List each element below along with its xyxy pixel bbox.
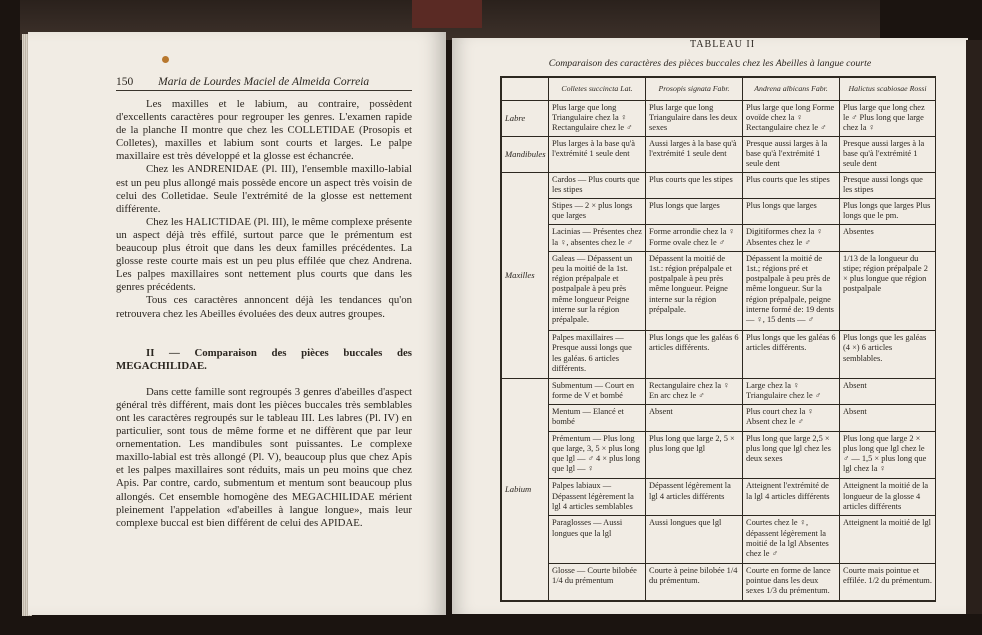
- comparison-table: [500, 76, 936, 602]
- column-header: Prosopis signata Fabr.: [646, 78, 743, 101]
- table-cell: Aussi larges à la base qu'à l'extrémité 1 seule dent: [646, 136, 743, 172]
- table-cell: Absentes: [840, 225, 936, 251]
- table-cell: Courte mais pointue et effilée. 1/2 du prémentum.: [840, 563, 936, 600]
- table-cell: Plus large que long Triangulaire chez la ♀ Rectangulaire chez le ♂: [549, 101, 646, 137]
- table-cell: Dépassent la moitié de 1st.; régions pré et postpalpale à peu près de même longueur. Sur la région prépalpale, peigne interne formé de: 19 dents — ♀, 15 dents — ♂: [743, 251, 840, 330]
- table-cell: Atteignent la moitié de la longueur de la glosse 4 articles différents: [840, 479, 936, 516]
- table-cell: Plus long que large 2, 5 × plus long que lgl: [646, 431, 743, 479]
- table-cell: Atteignent la moitié de lgl: [840, 516, 936, 564]
- column-header: Andrena albicans Fabr.: [743, 78, 840, 101]
- paragraph: Chez les ANDRENIDAE (Pl. III), l'ensemble maxillo-labial est un peu plus allongé mais possède encore un aspect très voisin de celui des Colletidae. Seule l'extrémité de la glosse est nettement différente.: [116, 163, 412, 215]
- table-cell: Submentum — Court en forme de V et bombé: [549, 378, 646, 404]
- table-cell: Palpes maxillaires — Presque aussi longs que les galéas. 6 articles différents.: [549, 331, 646, 379]
- row-label-mandibules: Mandibules: [502, 136, 549, 172]
- table-cell: Absent: [646, 405, 743, 431]
- section-title: II — Comparaison des pièces buccales des MEGACHILIDAE.: [116, 346, 412, 372]
- table-cell: Presque aussi larges à la base qu'à l'extrémité 1 seule dent: [743, 136, 840, 172]
- table-cell: Plus longs que larges: [646, 199, 743, 225]
- table-cell: Rectangulaire chez la ♀ En arc chez le ♂: [646, 378, 743, 404]
- table-cell: Plus courts que les stipes: [743, 172, 840, 198]
- table-cell: Plus long que large 2,5 × plus long que lgl chez les deux sexes: [743, 431, 840, 479]
- table-cell: Galeas — Dépassent un peu la moitié de la 1st. région prépalpale et postpalpale à peu près même longueur Peigne interne sur la région prépalpale.: [549, 251, 646, 330]
- table-cell: Plus larges à la base qu'à l'extrémité 1 seule dent: [549, 136, 646, 172]
- page-number: 150: [116, 76, 134, 88]
- paragraph: Tous ces caractères annoncent déjà les tendances qu'on retrouvera chez les Abeilles évoluées des deux autres groupes.: [116, 294, 412, 320]
- table-cell: Presque aussi larges à la base qu'à l'extrémité 1 seule dent: [840, 136, 936, 172]
- table-cell: Plus court chez la ♀ Absent chez le ♂: [743, 405, 840, 431]
- table-cell: Mentum — Elancé et bombé: [549, 405, 646, 431]
- table-cell: Dépassent la moitié de 1st.: région prépalpale et postpalpale à peu près même longueur. Peigne interne sur la région prépalpale.: [646, 251, 743, 330]
- table-caption: Comparaison des caractères des pièces buccales chez les Abeilles à langue courte: [548, 58, 872, 69]
- table-cell: Plus large que long chez le ♂ Plus long que large chez la ♀: [840, 101, 936, 137]
- table-cell: Courtes chez le ♀, dépassent légèrement la moitié de la lgl Absentes chez le ♂: [743, 516, 840, 564]
- table-cell: Plus large que long Forme ovoïde chez la ♀ Rectangulaire chez le ♂: [743, 101, 840, 137]
- book-spine-band: [412, 0, 482, 28]
- table-cell: Cardos — Plus courts que les stipes: [549, 172, 646, 198]
- paragraph: Les maxilles et le labium, au contraire, possèdent d'excellents caractères pour regrouper les genres. L'examen rapide de la planche II montre que chez les COLLETIDAE (Prosopis et Colletes), maxilles et labium sont courts et larges. Le palpe maxillaire est très développé et la glosse est échancrée.: [116, 98, 412, 163]
- paragraph: Chez les HALICTIDAE (Pl. III), le même complexe présente un aspect déjà très effilé, surtout parce que le prémentum est beaucoup plus étroit que dans les deux familles précédentes. La glosse reste courte mais est un peu plus effilée que chez Andrena. Les palpes maxillaires sont nettement plus courts que dans les genres précédents.: [116, 215, 412, 294]
- row-label-maxilles: Maxilles: [502, 172, 549, 378]
- table-cell: Absent: [840, 378, 936, 404]
- table-cell: Palpes labiaux — Dépassent légèrement la lgl 4 articles semblables: [549, 479, 646, 516]
- table-cell: Courte à peine bilobée 1/4 du prémentum.: [646, 563, 743, 600]
- table-cell: Plus longs que larges Plus longs que le pm.: [840, 199, 936, 225]
- table-cell: Aussi longues que lgl: [646, 516, 743, 564]
- corner-cell: [502, 78, 549, 101]
- running-head-author: Maria de Lourdes Maciel de Almeida Correia: [158, 76, 370, 88]
- table-cell: Glosse — Courte bilobée 1/4 du prémentum: [549, 563, 646, 600]
- row-label-labium: Labium: [502, 378, 549, 600]
- table-cell: Plus longs que les galéas 6 articles différents.: [743, 331, 840, 379]
- book-cover-edge: [966, 40, 982, 614]
- column-header: Halictus scabiosae Rossi: [840, 78, 936, 101]
- table-cell: Lacinias — Présentes chez la ♀, absentes chez le ♂: [549, 225, 646, 251]
- table-cell: Plus courts que les stipes: [646, 172, 743, 198]
- table-cell: Courte en forme de lance pointue dans les deux sexes 1/3 du prémentum.: [743, 563, 840, 600]
- row-label-labre: Labre: [502, 101, 549, 137]
- table-cell: Paraglosses — Aussi longues que la lgl: [549, 516, 646, 564]
- column-header: Colletes succincta Lat.: [549, 78, 646, 101]
- running-header: [116, 76, 412, 91]
- table-cell: Plus large que long Triangulaire dans les deux sexes: [646, 101, 743, 137]
- paragraph: Dans cette famille sont regroupés 3 genres d'abeilles d'aspect général très différent, mais dont les pièces buccales très semblables ont les caractères regroupés sur le tableau III. Les labres (Pl. IV) en particulier, sont tous de même forme et ne diffèrent que par leur ornementation. Les mandibules sont puissantes. Le complexe maxillo-labial est très allongé (Pl. V), beaucoup plus que chez Apis et les palpes maxillaires sont réduits, mais un peu moins que chez Apis. Par contre, cardo, submentum et mentum sont beaucoup plus allongés. Cet ensemble homogène des MEGACHILIDAE mérient pleinement l'appelation «d'abeilles à langue longue», mais leur complexe buccal est bien différent de celui des APIDAE.: [116, 385, 412, 529]
- left-page-text: [116, 98, 412, 530]
- table-cell: Prémentum — Plus long que large, 3, 5 × plus long que lgl — ♂ 4 × plus long que lgl — ♀: [549, 431, 646, 479]
- table-cell: 1/13 de la longueur du stipe; région prépalpale 2 × plus longue que région postpalpale: [840, 251, 936, 330]
- table-cell: Plus longs que les galéas 6 articles différents.: [646, 331, 743, 379]
- table-cell: Presque aussi longs que les stipes: [840, 172, 936, 198]
- table-cell: Large chez la ♀ Triangulaire chez le ♂: [743, 378, 840, 404]
- table-cell: Plus longs que larges: [743, 199, 840, 225]
- table-cell: Forme arrondie chez la ♀ Forme ovale chez le ♂: [646, 225, 743, 251]
- table-cell: Atteignent l'extrémité de la lgl 4 articles différents: [743, 479, 840, 516]
- table-cell: Digitiformes chez la ♀ Absentes chez le ♂: [743, 225, 840, 251]
- tableau-title: TABLEAU II: [690, 39, 756, 50]
- paper-mark: [162, 56, 169, 63]
- table-cell: Plus longs que les galéas (4 ×) 6 articles semblables.: [840, 331, 936, 379]
- table-cell: Dépassent légèrement la lgl 4 articles différents: [646, 479, 743, 516]
- table-cell: Plus long que large 2 × plus long que lgl chez le ♂ — 1,5 × plus long que lgl chez la ♀: [840, 431, 936, 479]
- table-cell: Absent: [840, 405, 936, 431]
- table-cell: Stipes — 2 × plus longs que larges: [549, 199, 646, 225]
